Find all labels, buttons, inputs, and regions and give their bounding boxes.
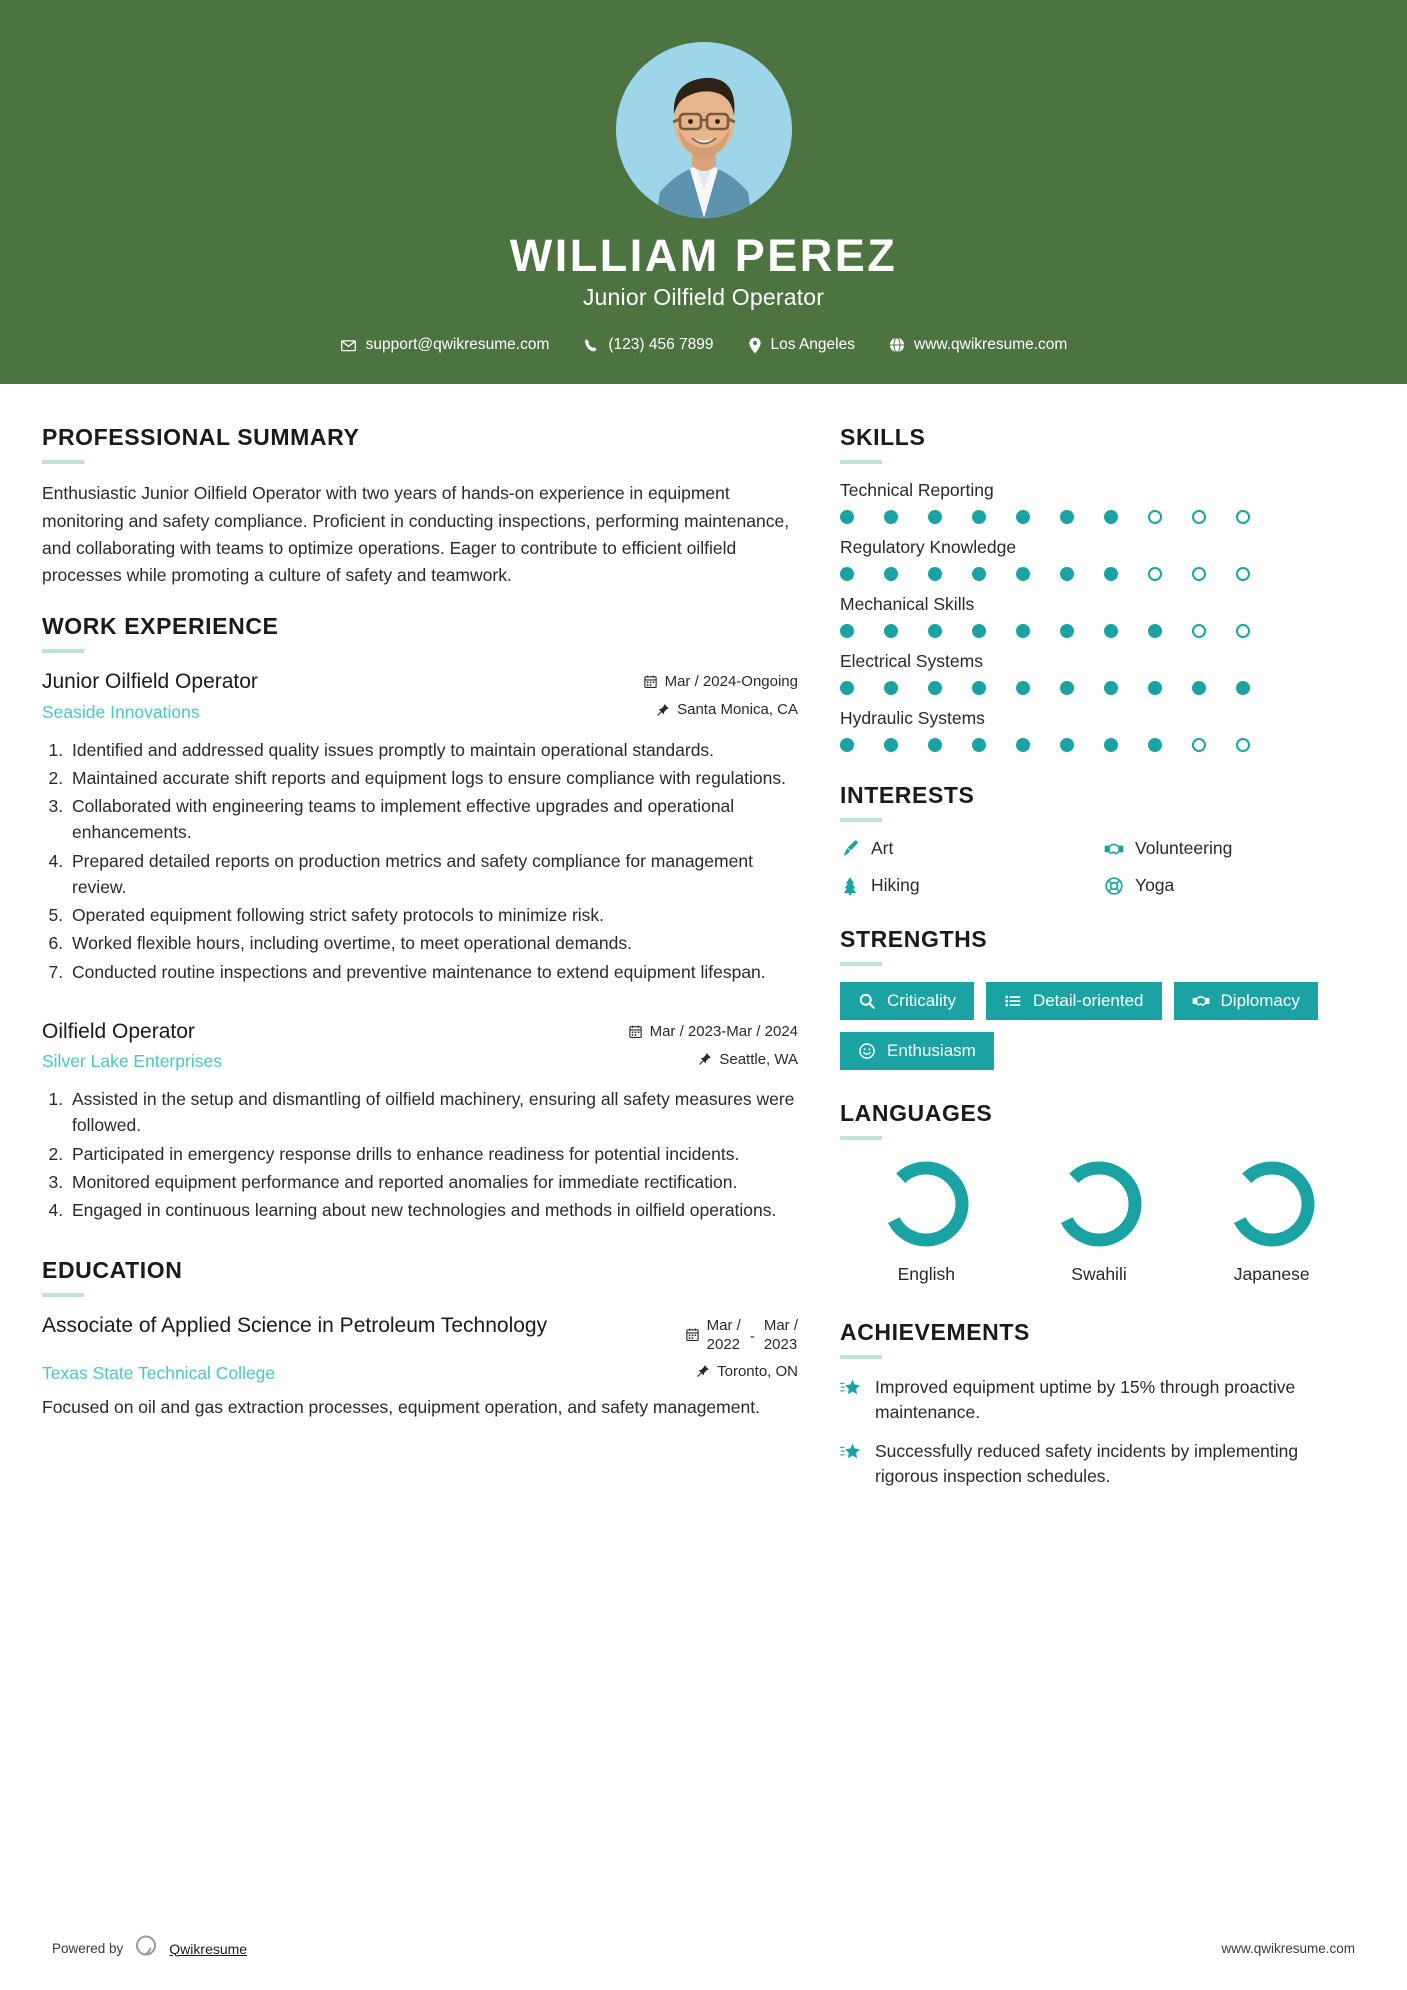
skill-name: Electrical Systems (840, 651, 983, 672)
interest-label: Art (871, 838, 894, 859)
work-bullet: 4. Engaged in continuous learning about new technologies and methods in oilfield operations. (68, 1197, 798, 1223)
work-role: Junior Oilfield Operator (42, 670, 258, 694)
section-interests (840, 782, 1358, 896)
skill-name: Mechanical Skills (840, 594, 975, 615)
skill-dot (1236, 567, 1250, 581)
work-bullet: 7. Conducted routine inspections and preventive maintenance to extend equipment lifespan. (68, 959, 798, 985)
magnifier-icon (858, 992, 876, 1010)
skill-dot (1060, 624, 1074, 638)
work-bullet: 3. Monitored equipment performance and reported anomalies for immediate rectification. (68, 1169, 798, 1195)
education-school: Texas State Technical College (42, 1362, 276, 1383)
education-entry-main (42, 1313, 669, 1339)
achievement-item (840, 1375, 1358, 1425)
work-company: Seaside Innovations (42, 701, 200, 722)
work-bullet-list (42, 1086, 798, 1223)
skill-item (840, 594, 1358, 638)
skill-rating (840, 567, 1250, 581)
skill-dot (1104, 624, 1118, 638)
section-rule (840, 1136, 882, 1140)
skill-dot (1236, 681, 1250, 695)
skill-dot (840, 624, 854, 638)
section-heading: LANGUAGES (840, 1100, 993, 1127)
contact-location (731, 336, 872, 354)
strength-tag (840, 982, 974, 1020)
education-description: Focused on oil and gas extraction processes, equipment operation, and safety management. (42, 1396, 760, 1417)
section-education (42, 1257, 798, 1420)
work-bullet: 3. Collaborated with engineering teams to implement effective upgrades and operational enhancements. (68, 793, 798, 846)
work-dates-text: Mar / 2024-Ongoing (664, 673, 798, 691)
interest-label: Yoga (1135, 875, 1175, 896)
summary-text: Enthusiastic Junior Oilfield Operator with two years of hands-on experience in equipment monitoring and safety compliance. Proficient in conducting inspections, performing maintenance, and collaborating with teams to optimize operations. Eager to contribute to efficient oilfield processes while promoting a culture of safety and teamwork. (42, 483, 790, 586)
strength-tag (1174, 982, 1318, 1020)
envelope-icon (340, 337, 357, 354)
interest-list (840, 838, 1358, 896)
contact-email[interactable] (323, 336, 567, 354)
education-location (696, 1363, 798, 1380)
skill-dot (1236, 510, 1250, 524)
skill-dot (1192, 510, 1206, 524)
work-bullet: 4. Prepared detailed reports on production metrics and safety compliance for management review. (68, 848, 798, 901)
work-bullet: 2. Participated in emergency response drills to enhance readiness for potential incidents. (68, 1141, 798, 1167)
education-location-text: Toronto, ON (717, 1362, 798, 1380)
skill-dot (972, 681, 986, 695)
profile-photo (616, 42, 792, 218)
skill-dot (1148, 681, 1162, 695)
work-entry-main (42, 669, 627, 722)
section-achievements (840, 1319, 1358, 1488)
skill-item (840, 480, 1358, 524)
interest-item (1104, 838, 1358, 859)
section-rule (840, 962, 882, 966)
work-entry-list (42, 669, 798, 1223)
skill-dot (1104, 510, 1118, 524)
page-footer (0, 1933, 1407, 1964)
education-date-separator: - (749, 1327, 755, 1345)
page-title: WILLIAM PEREZ (509, 230, 898, 281)
skill-dot (884, 567, 898, 581)
interest-item (840, 875, 1094, 896)
work-role: Oilfield Operator (42, 1019, 195, 1043)
section-rule (840, 460, 882, 464)
star-badge-icon (840, 1439, 862, 1463)
skill-dot (1016, 738, 1030, 752)
skill-dot (884, 624, 898, 638)
work-company: Silver Lake Enterprises (42, 1051, 222, 1072)
section-work-experience (42, 613, 798, 1223)
work-dates (643, 673, 798, 690)
education-entry-header (42, 1313, 798, 1355)
section-rule (42, 460, 84, 464)
language-list (840, 1156, 1358, 1285)
work-bullet-list (42, 737, 798, 985)
language-item (840, 1156, 1013, 1285)
language-name: Swahili (1071, 1264, 1127, 1285)
language-name: English (897, 1264, 956, 1285)
language-progress-ring (1051, 1156, 1147, 1252)
location-pin-icon (748, 337, 762, 354)
skill-dot (1192, 567, 1206, 581)
strength-label: Criticality (887, 991, 956, 1011)
skill-dot (884, 510, 898, 524)
calendar-icon (628, 1024, 643, 1039)
contact-phone[interactable] (566, 336, 730, 354)
work-entry (42, 669, 798, 985)
handshake-icon (1104, 839, 1124, 859)
work-bullet: 1. Assisted in the setup and dismantling of oilfield machinery, ensuring all safety measures were followed. (68, 1086, 798, 1139)
contact-website-text: www.qwikresume.com (914, 336, 1068, 354)
skill-dot (928, 567, 942, 581)
skill-dot (972, 567, 986, 581)
job-title: Junior Oilfield Operator (582, 284, 825, 311)
skill-dot (840, 681, 854, 695)
right-column (840, 424, 1358, 1502)
skill-dot (1016, 510, 1030, 524)
paintbrush-icon (840, 839, 860, 859)
achievement-text: Improved equipment uptime by 15% through proactive maintenance. (875, 1377, 1296, 1423)
left-column (42, 424, 798, 1442)
skill-dot (1060, 738, 1074, 752)
skill-dot (1192, 738, 1206, 752)
achievement-list (840, 1375, 1358, 1488)
globe-icon (889, 337, 905, 353)
strength-tag (986, 982, 1162, 1020)
calendar-icon (643, 674, 658, 689)
skill-name: Hydraulic Systems (840, 708, 985, 729)
skill-dot (928, 624, 942, 638)
section-heading: INTERESTS (840, 782, 975, 809)
skill-rating (840, 681, 1250, 695)
education-dates (685, 1317, 798, 1355)
contact-phone-text: (123) 456 7899 (608, 336, 714, 354)
interest-label: Volunteering (1135, 838, 1233, 859)
education-school-wrap (42, 1357, 680, 1384)
skill-dot (884, 681, 898, 695)
skill-dot (928, 510, 942, 524)
resume-header (0, 0, 1407, 384)
skill-dot (1148, 510, 1162, 524)
contact-row (0, 336, 1407, 354)
skill-dot (1060, 567, 1074, 581)
strength-label: Detail-oriented (1032, 991, 1144, 1011)
skill-dot (1192, 681, 1206, 695)
handshake-icon (1192, 992, 1210, 1010)
education-degree: Associate of Applied Science in Petroleum Technology (42, 1314, 548, 1338)
strength-list (840, 982, 1358, 1070)
skill-item (840, 708, 1358, 752)
work-location-text: Seattle, WA (719, 1050, 798, 1068)
footer-powered-label: Powered by (52, 1941, 124, 1956)
skill-dot (972, 624, 986, 638)
footer-website: www.qwikresume.com (1221, 1941, 1355, 1956)
section-heading: STRENGTHS (840, 926, 988, 953)
skill-dot (1104, 738, 1118, 752)
list-icon (1004, 992, 1022, 1010)
pin-icon (656, 703, 670, 717)
section-rule (840, 818, 882, 822)
section-skills (840, 424, 1358, 752)
skill-dot (1016, 681, 1030, 695)
skill-dot (840, 738, 854, 752)
section-heading: ACHIEVEMENTS (840, 1319, 1030, 1346)
work-location (643, 701, 798, 718)
work-entry (42, 1019, 798, 1224)
language-progress-ring (1224, 1156, 1320, 1252)
education-entry (42, 1313, 798, 1420)
contact-email-text: support@qwikresume.com (365, 336, 550, 354)
calendar-icon (685, 1327, 700, 1346)
achievement-text: Successfully reduced safety incidents by implementing rigorous inspection schedules. (875, 1440, 1299, 1486)
section-strengths (840, 926, 1358, 1070)
skill-dot (1016, 567, 1030, 581)
work-entry-header (42, 669, 798, 722)
skill-dot (1060, 510, 1074, 524)
skill-dot (1192, 624, 1206, 638)
lifebuoy-icon (1104, 876, 1124, 896)
skill-dot (840, 567, 854, 581)
skill-rating (840, 738, 1250, 752)
contact-location-text: Los Angeles (770, 336, 855, 354)
education-date-end: Mar / 2023 (763, 1317, 798, 1354)
strength-tag (840, 1032, 994, 1070)
education-entry-meta (685, 1313, 798, 1355)
skill-dot (1236, 624, 1250, 638)
work-bullet: 5. Operated equipment following strict safety protocols to minimize risk. (68, 902, 798, 928)
resume-body (0, 384, 1407, 1502)
work-entry-meta (643, 669, 798, 718)
skill-dot (1060, 681, 1074, 695)
language-item (1013, 1156, 1186, 1285)
work-entry-main (42, 1019, 612, 1072)
skill-dot (1104, 567, 1118, 581)
skill-dot (1016, 624, 1030, 638)
skill-dot (928, 738, 942, 752)
achievement-item (840, 1439, 1358, 1489)
education-entry-list (42, 1313, 798, 1420)
skill-dot (1104, 681, 1118, 695)
skill-dot (972, 738, 986, 752)
language-item (1185, 1156, 1358, 1285)
strength-label: Enthusiasm (887, 1041, 976, 1061)
skill-name: Regulatory Knowledge (840, 537, 1017, 558)
skill-dot (1148, 738, 1162, 752)
skill-dot (1148, 567, 1162, 581)
interest-item (1104, 875, 1358, 896)
skill-dot (928, 681, 942, 695)
work-bullet: 6. Worked flexible hours, including overtime, to meet operational demands. (68, 930, 798, 956)
work-bullet: 1. Identified and addressed quality issues promptly to maintain operational standards. (68, 737, 798, 763)
skill-rating (840, 510, 1250, 524)
section-rule (42, 649, 84, 653)
skill-dot (1236, 738, 1250, 752)
education-date-start: Mar / 2022 (706, 1317, 741, 1354)
section-heading: SKILLS (840, 424, 926, 451)
work-entry-meta (628, 1019, 798, 1068)
star-badge-icon (840, 1375, 862, 1399)
interest-item (840, 838, 1094, 859)
phone-icon (583, 337, 599, 353)
skill-dot (840, 510, 854, 524)
skill-rating (840, 624, 1250, 638)
skill-item (840, 537, 1358, 581)
work-dates-text: Mar / 2023-Mar / 2024 (649, 1022, 798, 1040)
strength-label: Diplomacy (1220, 991, 1300, 1011)
skill-name: Technical Reporting (840, 480, 994, 501)
education-subrow (42, 1357, 798, 1384)
language-progress-ring (878, 1156, 974, 1252)
contact-website[interactable] (872, 336, 1084, 354)
avatar (616, 42, 792, 218)
smiley-icon (858, 1042, 876, 1060)
qwikresume-logo-icon (133, 1933, 159, 1964)
section-professional-summary (42, 424, 798, 589)
section-languages (840, 1100, 1358, 1285)
work-location-text: Santa Monica, CA (677, 701, 798, 719)
work-location (628, 1051, 798, 1068)
pin-icon (696, 1364, 710, 1378)
section-heading: PROFESSIONAL SUMMARY (42, 424, 360, 451)
section-rule (840, 1355, 882, 1359)
footer-brand-link[interactable]: Qwikresume (169, 1940, 248, 1957)
pine-tree-icon (840, 876, 860, 896)
work-bullet: 2. Maintained accurate shift reports and equipment logs to ensure compliance with regulations. (68, 765, 798, 791)
work-entry-header (42, 1019, 798, 1072)
section-heading: EDUCATION (42, 1257, 183, 1284)
skill-dot (972, 510, 986, 524)
pin-icon (698, 1052, 712, 1066)
skill-dot (1148, 624, 1162, 638)
skill-item (840, 651, 1358, 695)
work-dates (628, 1023, 798, 1040)
skill-list (840, 480, 1358, 752)
section-rule (42, 1293, 84, 1297)
footer-branding (52, 1933, 247, 1964)
section-heading: WORK EXPERIENCE (42, 613, 279, 640)
skill-dot (884, 738, 898, 752)
education-location-wrap (696, 1357, 798, 1380)
interest-label: Hiking (871, 875, 920, 896)
language-name: Japanese (1233, 1264, 1310, 1285)
